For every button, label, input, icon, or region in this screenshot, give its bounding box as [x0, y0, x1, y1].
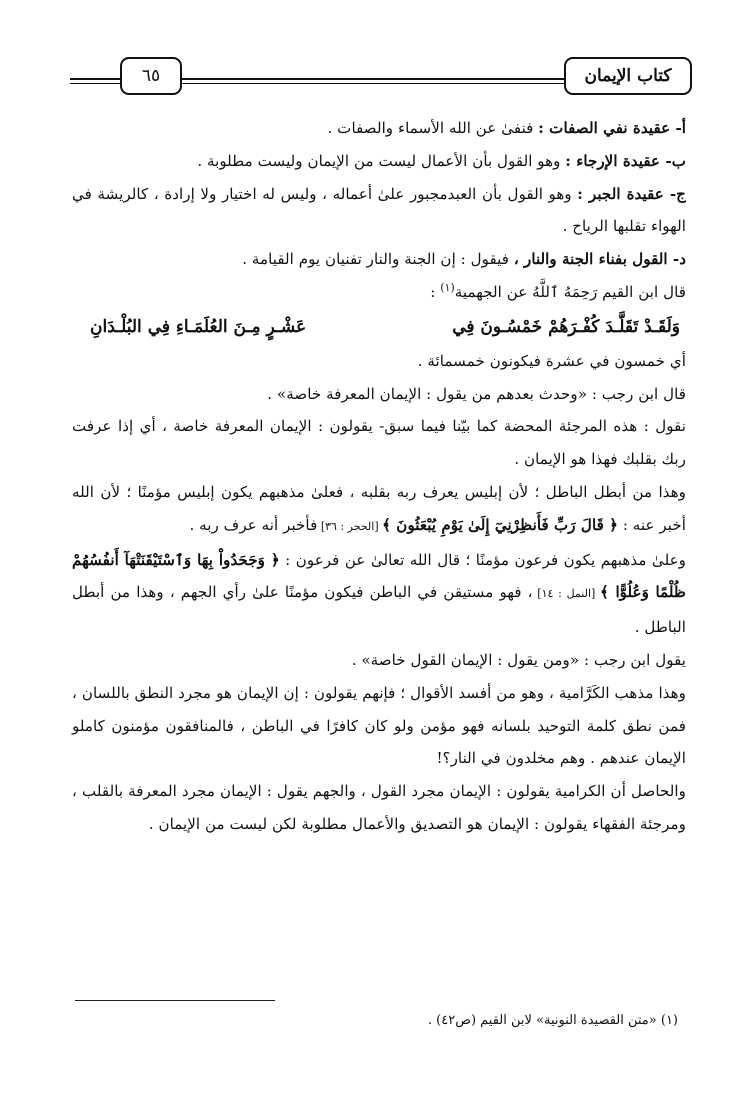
paragraph-text: قال ابن رجب : «وحدث بعدهم من يقول : الإيمان المعرفة خاصة» .: [267, 384, 686, 403]
poem-first-hemistich: وَلَقَـدْ تَقَلَّـدَ كُفْـرَهُمْ خَمْسُـونَ فِي: [452, 316, 680, 337]
chapter-title: كتاب الإيمان: [564, 57, 692, 95]
paragraph-text: وهو القول بأن العبدمجبور علىٰ أعماله ، وليس له اختيار ولا إرادة ، كالريشة في الهواء تقلبها الرياح .: [72, 184, 686, 236]
paragraph-text: أي خمسون في عشرة فيكونون خمسمائة .: [417, 351, 686, 370]
poem-verse: [72, 309, 686, 345]
footnote: (١) «متن القصيدة النونية» لابن القيم (ص٤٢) .: [427, 1013, 678, 1028]
paragraph-11: [72, 644, 686, 677]
paragraph-3: [72, 178, 686, 244]
quran-verse: ﴿ قَالَ رَبِّ فَأَنظِرْنِيٓ إِلَىٰ يَوْمِ يُبْعَثُونَ ﴾: [382, 515, 619, 534]
paragraph-text: فأخبر أنه عرف ربه .: [189, 515, 318, 534]
page-header: [70, 52, 686, 98]
term-label: ج- عقيدة الجبر :: [577, 184, 686, 203]
paragraph-text: فيقول : إن الجنة والنار تفنيان يوم القيامة .: [242, 250, 514, 269]
page-number: ٦٥: [120, 57, 182, 95]
term-label: أ- عقيدة نفي الصفات :: [538, 119, 686, 137]
paragraph-10: [72, 544, 686, 644]
paragraph-text: نقول : هذه المرجئة المحضة كما بيّنا فيما سبق- يقولون : الإيمان المعرفة خاصة ، أي إذا عرفت ربك بقلبك فهذا هو الإيمان .: [72, 417, 686, 469]
footnote-marker[interactable]: (١): [440, 280, 455, 294]
paragraph-6: [72, 345, 686, 378]
paragraph-text: والحاصل أن الكرامية يقولون : الإيمان مجرد القول ، والجهم يقول : الإيمان مجرد المعرفة بالقلب ، ومرجئة الفقهاء يقولون : الإيمان هو التصديق والأعمال مطلوبة لكن ليست من الإيمان .: [72, 782, 686, 833]
verse-reference: [الحجر : ٣٦]: [317, 519, 383, 533]
paragraph-text: وهذا من أبطل الباطل ؛ لأن إبليس يعرف ربه بقلبه ، فعلىٰ مذهبهم يكون إبليس مؤمنًا ؛ لأن الله أخبر عنه :: [72, 482, 686, 534]
poem-second-hemistich: عَشْـرٍ مِـنَ العُلَمَـاءِ فِي البُلْـدَانِ: [90, 316, 307, 337]
paragraph-5: [72, 276, 686, 309]
paragraph-1: [72, 112, 686, 145]
paragraph-text: قال ابن القيم رَحِمَهُ ٱللَّهُ عن الجهمية: [454, 282, 686, 301]
paragraph-text: وهذا مذهب الكَرَّامية ، وهو من أفسد الأقوال ؛ فإنهم يقولون : إن الإيمان هو مجرد النطق باللسان ، فمن نطق كلمة التوحيد بلسانه فهو مؤمن ولو كان كافرًا في الباطن ، فالمنافقون مؤمنون كاملو الإيمان عندهم . وهم مخلدون في النار؟!: [72, 683, 686, 768]
term-label: د- القول بفناء الجنة والنار ،: [513, 250, 686, 269]
paragraph-13: [72, 775, 686, 841]
paragraph-4: [72, 243, 686, 276]
paragraph-text: وعلىٰ مذهبهم يكون فرعون مؤمنًا ؛ قال الله تعالىٰ عن فرعون :: [279, 550, 687, 569]
paragraph-text: يقول ابن رجب : «ومن يقول : الإيمان القول خاصة» .: [351, 650, 686, 669]
term-label: ب- عقيدة الإرجاء :: [565, 151, 686, 170]
paragraph-text: وهو القول بأن الأعمال ليست من الإيمان وليست مطلوبة .: [197, 151, 566, 170]
quran-verse: ﴿ وَجَحَدُواْ بِهَا وَٱسْتَيْقَنَتْهَآ أَنفُسُهُمْ ظُلْمًا وَعُلُوًّا ﴾: [72, 550, 687, 602]
paragraph-9: [72, 476, 686, 544]
verse-reference: [النمل : ١٤]: [532, 587, 601, 601]
paragraph-12: [72, 677, 686, 775]
main-text: [72, 112, 686, 841]
paragraph-text: ، فهو مستيقن في الباطن فيكون مؤمنًا علىٰ رأي الجهم ، وهذا من أبطل الباطل .: [72, 583, 686, 637]
paragraph-text: فنفىٰ عن الله الأسماء والصفات .: [327, 119, 539, 137]
paragraph-7: [72, 378, 686, 411]
paragraph-text: :: [430, 282, 441, 301]
paragraph-8: [72, 410, 686, 476]
footnote-separator: [75, 1000, 275, 1001]
paragraph-2: [72, 145, 686, 178]
